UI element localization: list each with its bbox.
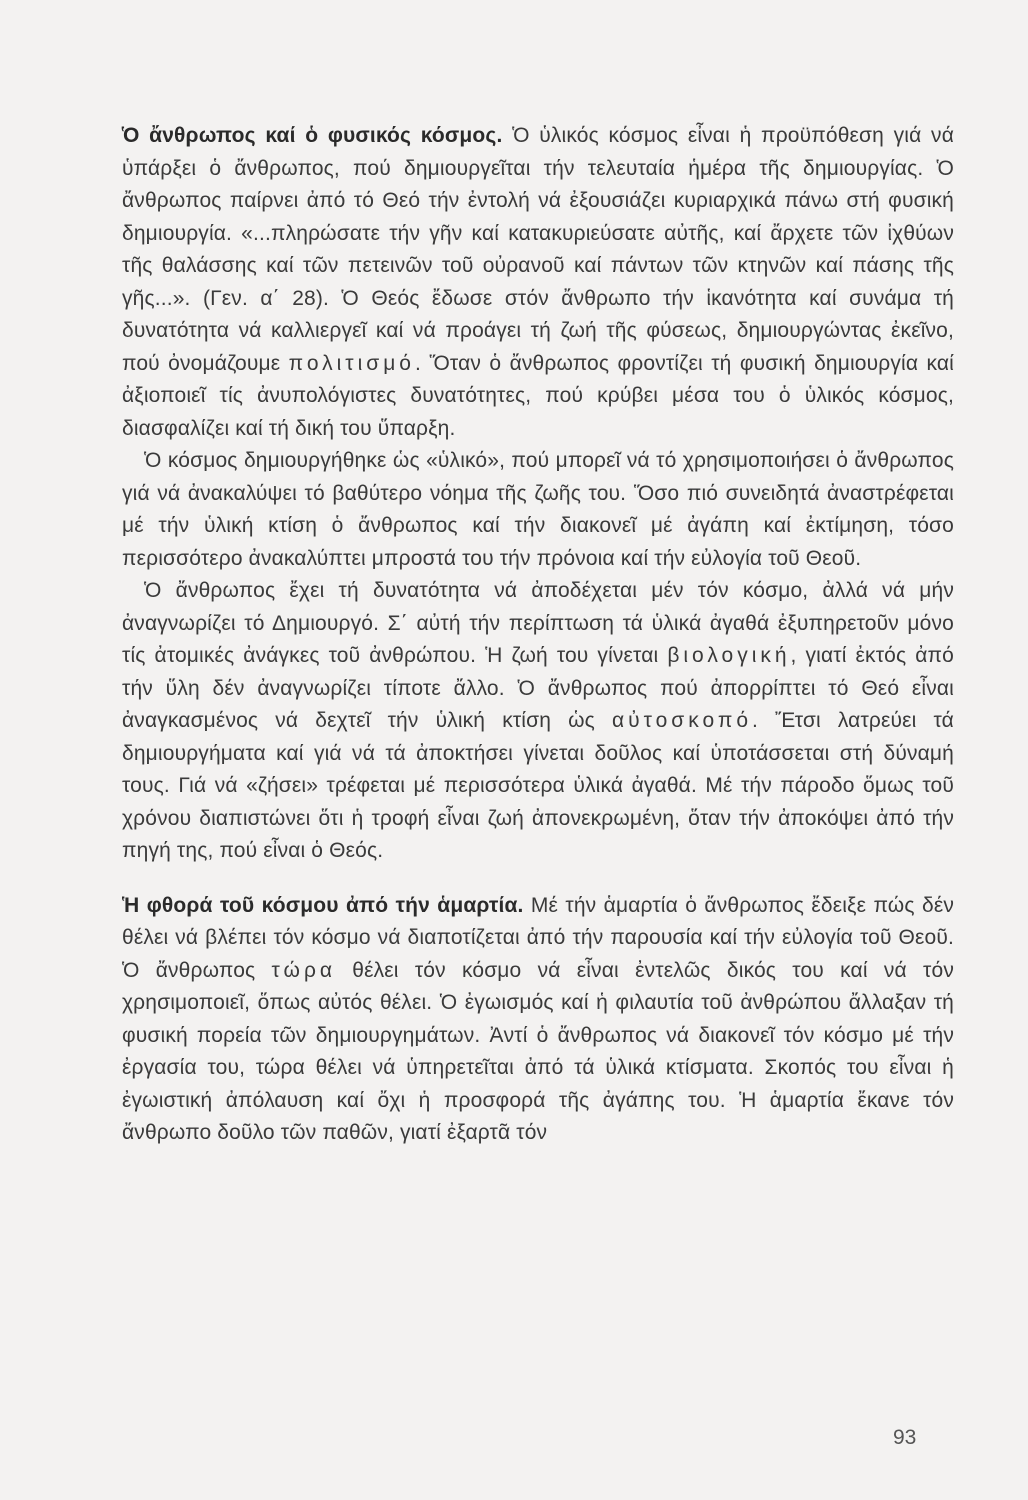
paragraph-text: . Ὅταν ὁ ἄνθρωπος φροντίζει τή φυσική δημιουργία καί ἀξιοποιεῖ τίς ἀνυπολόγιστες δυνατότητες, πού κρύβει μέσα του ὁ ὑλικός κόσμος, διασφαλίζει καί τή δική του ὕπαρξη. [122,351,954,440]
paragraph-text: θέλει τόν κόσμο νά εἶναι ἐντελῶς δικός του καί νά τόν χρησιμοποιεῖ, ὅπως αὐτός θέλει. Ὁ ἐγωισμός καί ἡ φιλαυτία τοῦ ἀνθρώπου ἄλλαξαν τή φυσική πορεία τῶν δημιουργημάτων. Ἀντί ὁ ἄνθρωπος νά διακονεῖ τόν κόσμο μέ τήν ἐργασία του, τώρα θέλει νά ὑπηρετεῖται ἀπό τά ὑλικά κτίσματα. Σκοπός του εἶναι ἡ ἐγωιστική ἀπόλαυση καί ὄχι ἡ προσφορά τῆς ἀγάπης του. Ἡ ἁμαρτία ἔκανε τόν ἄνθρωπο δοῦλο τῶν παθῶν, γιατί ἐξαρτᾶ τόν [122,958,954,1144]
paragraph-text: Ὁ ἄνθρωπος ἔχει τή δυνατότητα νά ἀποδέχεται μέν τόν κόσμο, ἀλλά νά μήν ἀναγνωρίζει τό Δημιουργό. Σ΄ αὐτή τήν περίπτωση τά ὑλικά ἀγαθά ἐξυπηρετοῦν μόνο τίς ἀτομικές ἀνάγκες τοῦ ἀνθρώπου. Ἡ ζωή του γίνεται [122,579,954,667]
emphasized-term: αὐτοσκοπό [611,709,753,732]
section-1-heading: Ὁ ἄνθρωπος καί ὁ φυσικός κόσμος. [122,124,503,147]
emphasized-term: τώρα [271,958,337,982]
page-body [122,120,954,1150]
emphasized-term: πολιτισμό [288,351,415,375]
paragraph-text: . Ἔτσι λατρεύει τά δημιουργήματα καί γιά νά τά ἀποκτήσει γίνεται δοῦλος καί ὑποτάσσεται στή δύναμή τους. Γιά νά «ζήσει» τρέφεται μέ περισσότερα ὑλικά ἀγαθά. Μέ τήν πάροδο ὅμως τοῦ χρόνου διαπιστώνει ὅτι ἡ τροφή εἶναι ζωή ἀπονεκρωμένη, ὅταν τήν ἀποκόψει ἀπό τήν πηγή της, πού εἶναι ὁ Θεός. [122,709,954,862]
page-number: 93 [893,1426,917,1449]
section-1-paragraph-3 [122,575,954,868]
section-1-paragraph-1 [122,120,954,445]
paragraph-text: Μέ τήν ἁμαρτία ὁ ἄνθρωπος ἔδειξε πώς δέν θέλει νά βλέπει τόν κόσμο νά διαποτίζεται ἀπό τήν παρουσία καί τήν εὐλογία τοῦ Θεοῦ. Ὁ ἄνθρωπος [122,893,954,982]
section-1-paragraph-2: Ὁ κόσμος δημιουργήθηκε ὡς «ὑλικό», πού μπορεῖ νά τό χρησιμοποιήσει ὁ ἄνθρωπος γιά νά ἀνακαλύψει τό βαθύτερο νόημα τῆς ζωῆς του. Ὅσο πιό συνειδητά ἀναστρέφεται μέ τήν ὑλική κτίση ὁ ἄνθρωπος καί τήν διακονεῖ μέ ἀγάπη καί ἐκτίμηση, τόσο περισσότερο ἀνακαλύπτει μπροστά του τήν πρόνοια καί τήν εὐλογία τοῦ Θεοῦ. [122,449,954,570]
paragraph-text: Ὁ ὑλικός κόσμος εἶναι ἡ προϋπόθεση γιά νά ὑπάρξει ὁ ἄνθρωπος, πού δημιουργεῖται τήν τελευταία ἡμέρα τῆς δημιουργίας. Ὁ ἄνθρωπος παίρνει ἀπό τό Θεό τήν ἐντολή νά ἐξουσιάζει κυριαρχικά πάνω στή φυσική δημιουργία. «...πληρώσατε τήν γῆν καί κατακυριεύσατε αὐτῆς, καί ἄρχετε τῶν ἰχθύων τῆς θαλάσσης καί τῶν πετεινῶν τοῦ οὐρανοῦ καί πάντων τῶν κτηνῶν καί πάσης τῆς γῆς...». (Γεν. α΄ 28). Ὁ Θεός ἔδωσε στόν ἄνθρωπο τήν ἱκανότητα καί συνάμα τή δυνατότητα νά καλλιεργεῖ καί νά προάγει τή ζωή τῆς φύσεως, δημιουργώντας ἐκεῖνο, πού ὀνομάζουμε [122,124,955,375]
section-2-heading: Ἡ φθορά τοῦ κόσμου ἀπό τήν ἁμαρτία. [122,893,524,917]
emphasized-term: βιολογική [667,644,791,667]
section-2-paragraph-1 [122,890,954,1150]
paragraph-text: , γιατί ἐκτός ἀπό τήν ὕλη δέν ἀναγνωρίζει τίποτε ἄλλο. Ὁ ἄνθρωπος πού ἀπορρίπτει τό Θεό εἶναι ἀναγκασμένος νά δεχτεῖ τήν ὑλική κτίση ὡς [122,644,954,732]
